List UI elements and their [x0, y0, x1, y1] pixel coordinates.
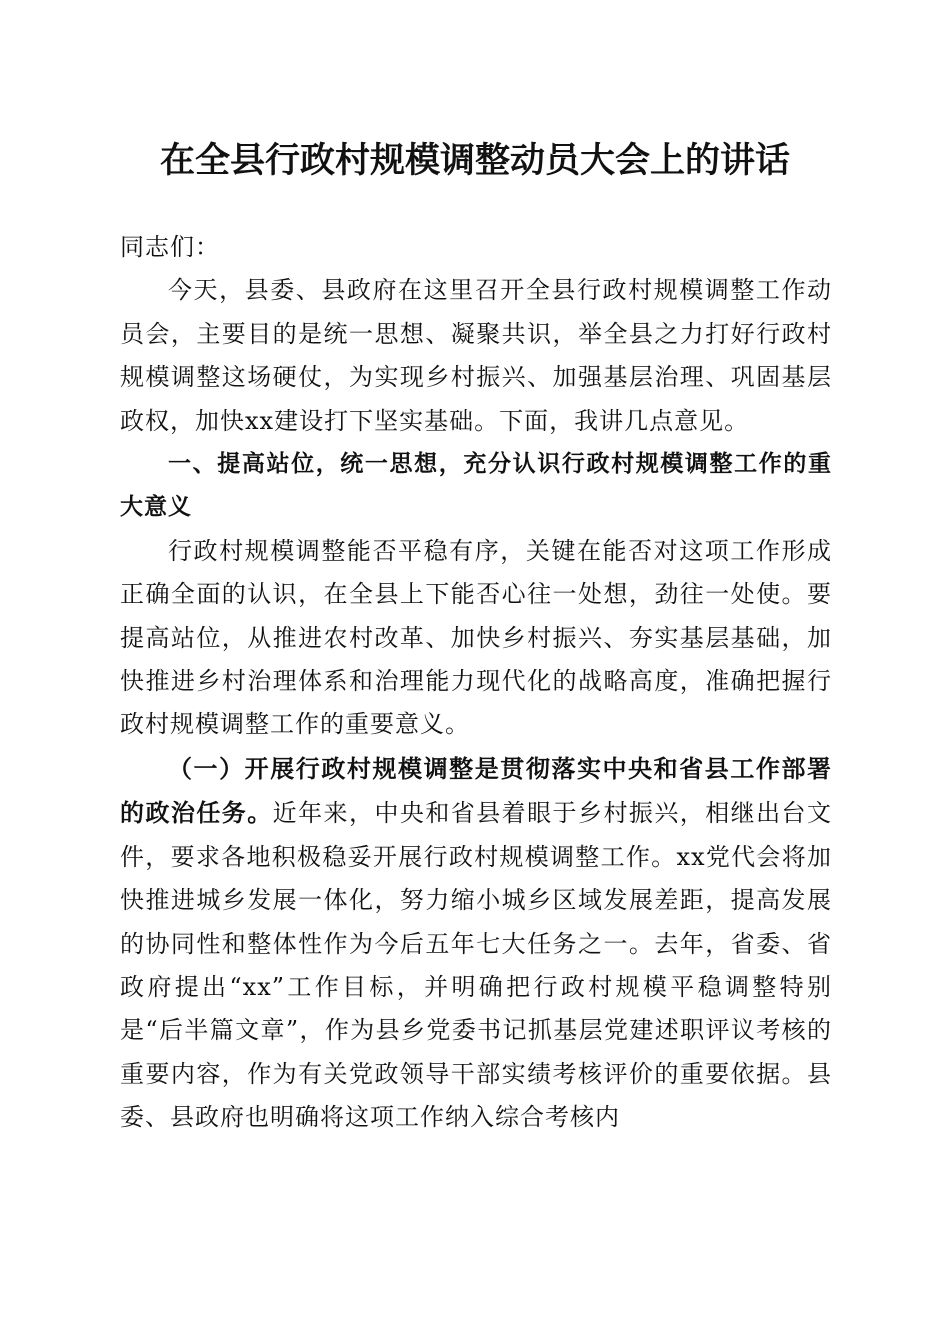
document-title: 在全县行政村规模调整动员大会上的讲话 — [159, 141, 790, 181]
document-body — [120, 226, 832, 1140]
subsection-1-paragraph — [120, 747, 832, 1140]
intro-paragraph: 今天，县委、县政府在这里召开全县行政村规模调整工作动员会，主要目的是统一思想、凝聚共识，举全县之力打好行政村规模调整这场硬仗，为实现乡村振兴、加强基层治理、巩固基层政权，加快xx建设打下坚实基础。下面，我讲几点意见。 — [120, 276, 832, 435]
salutation: 同志们： — [120, 233, 220, 261]
section-1-heading: 一、提高站位，统一思想，充分认识行政村规模调整工作的重大意义 — [120, 451, 832, 521]
section-1-paragraph: 行政村规模调整能否平稳有序，关键在能否对这项工作形成正确全面的认识，在全县上下能否心往一处想，劲往一处使。要提高站位，从推进农村改革、加快乡村振兴、夯实基层基础，加快推进乡村治理体系和治理能力现代化的战略高度，准确把握行政村规模调整工作的重要意义。 — [120, 536, 832, 739]
subsection-1-lead: （一）开展行政村规模调整是贯彻落实中央和省县工作部署的政治任务。 — [120, 753, 832, 828]
subsection-1-text: 近年来，中央和省县着眼于乡村振兴，相继出台文件，要求各地积极稳妥开展行政村规模调整工作。xx党代会将加快推进城乡发展一体化，努力缩小城乡区域发展差距，提高发展的协同性和整体性作为今后五年七大任务之一。去年，省委、省政府提出“xx”工作目标，并明确把行政村规模平稳调整特别是“后半篇文章”，作为县乡党委书记抓基层党建述职评议考核的重要内容，作为有关党政领导干部实绩考核评价的重要依据。县委、县政府也明确将这项工作纳入综合考核内 — [120, 799, 833, 1132]
